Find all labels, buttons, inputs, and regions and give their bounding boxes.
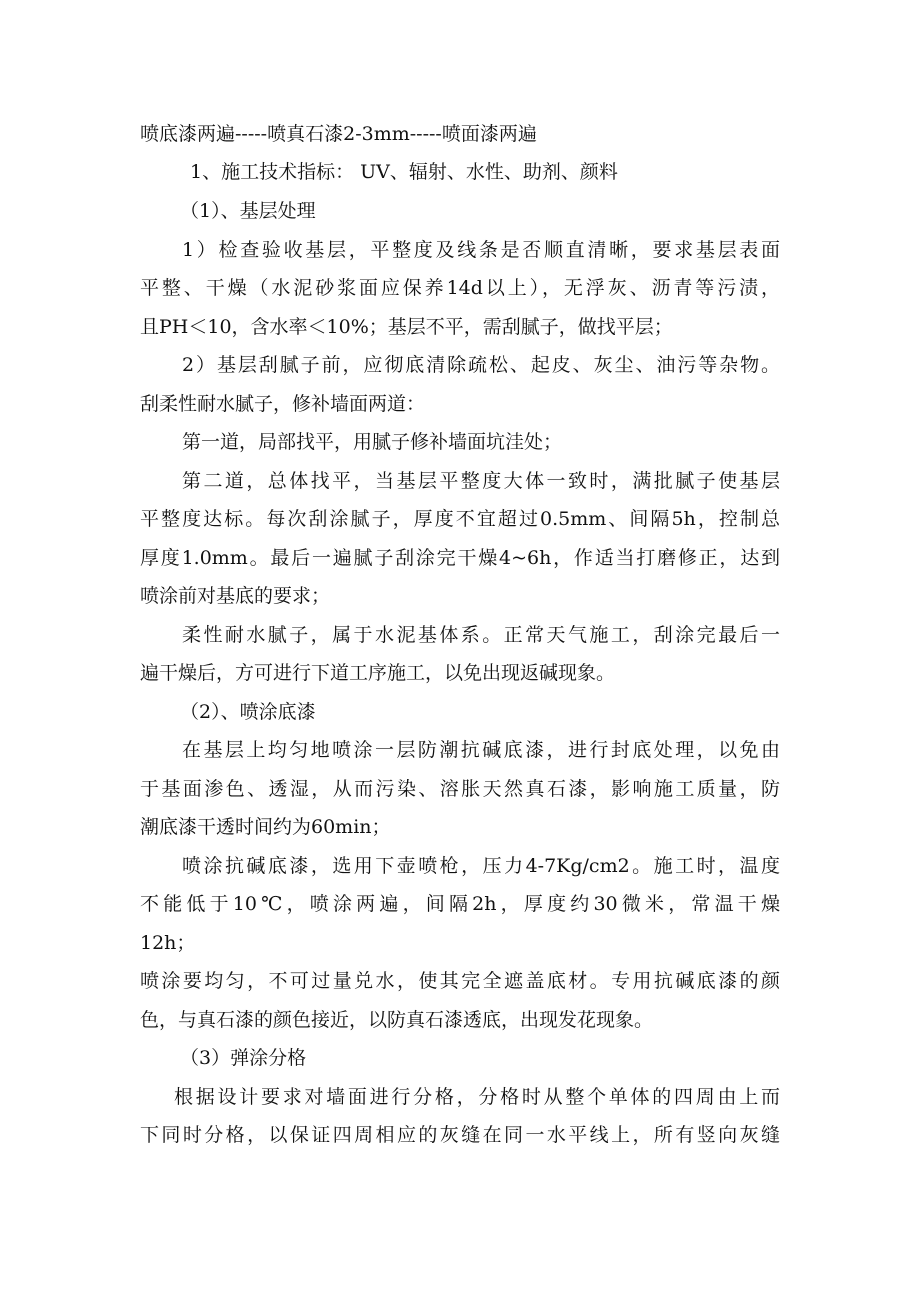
text-line: 下同时分格，以保证四周相应的灰缝在同一水平线上，所有竖向灰缝 [140, 1124, 780, 1146]
text-line: 色，与真石漆的颜色接近，以防真石漆透底，出现发花现象。 [140, 1009, 654, 1031]
text-line: 2）基层刮腻子前，应彻底清除疏松、起皮、灰尘、油污等杂物。 [182, 354, 780, 376]
text-line: 喷底漆两遍-----喷真石漆2-3mm-----喷面漆两遍 [140, 123, 537, 145]
text-line: 柔性耐水腻子，属于水泥基体系。正常天气施工，刮涂完最后一 [182, 624, 780, 646]
text-line: 1）检查验收基层，平整度及线条是否顺直清晰，要求基层表面 [182, 239, 780, 261]
text-line: 喷涂前对基底的要求； [140, 585, 331, 607]
text-line: 刮柔性耐水腻子，修补墙面两道： [140, 393, 426, 415]
text-line: 喷涂要均匀，不可过量兑水，使其完全遮盖底材。专用抗碱底漆的颜 [140, 970, 780, 992]
text-line: 不能低于10℃，喷涂两遍，间隔2h，厚度约30微米，常温干燥 [140, 893, 780, 915]
text-line: 根据设计要求对墙面进行分格，分格时从整个单体的四周由上而 [174, 1086, 780, 1108]
text-line: 且PH＜10，含水率＜10%；基层不平，需刮腻子，做找平层； [140, 316, 673, 338]
section-heading: （2）、喷涂底漆 [180, 701, 316, 723]
text-line: 平整、干燥（水泥砂浆面应保养14d以上），无浮灰、沥青等污渍， [140, 277, 780, 299]
text-line: 在基层上均匀地喷涂一层防潮抗碱底漆，进行封底处理，以免由 [182, 739, 780, 761]
section-heading: （3）弹涂分格 [180, 1047, 307, 1069]
text-line: 第一道，局部找平，用腻子修补墙面坑洼处； [182, 431, 563, 453]
text-line: 厚度1.0mm。最后一遍腻子刮涂完干燥4~6h，作适当打磨修正，达到 [140, 547, 780, 569]
section-heading: （1）、基层处理 [180, 200, 316, 222]
text-line: 12h； [140, 932, 196, 954]
text-line: 遍干燥后，方可进行下道工序施工，以免出现返碱现象。 [140, 662, 616, 684]
text-line: 1、施工技术指标： UV、辐射、水性、助剂、颜料 [190, 161, 618, 183]
text-line: 第二道，总体找平，当基层平整度大体一致时，满批腻子使基层 [182, 470, 780, 492]
text-line: 潮底漆干透时间约为60min； [140, 816, 391, 838]
text-line: 平整度达标。每次刮涂腻子，厚度不宜超过0.5mm、间隔5h，控制总 [140, 508, 780, 530]
text-line: 于基面渗色、透湿，从而污染、溶胀天然真石漆，影响施工质量，防 [140, 778, 780, 800]
text-line: 喷涂抗碱底漆，选用下壶喷枪，压力4-7Kg/cm2。施工时，温度 [182, 855, 780, 877]
